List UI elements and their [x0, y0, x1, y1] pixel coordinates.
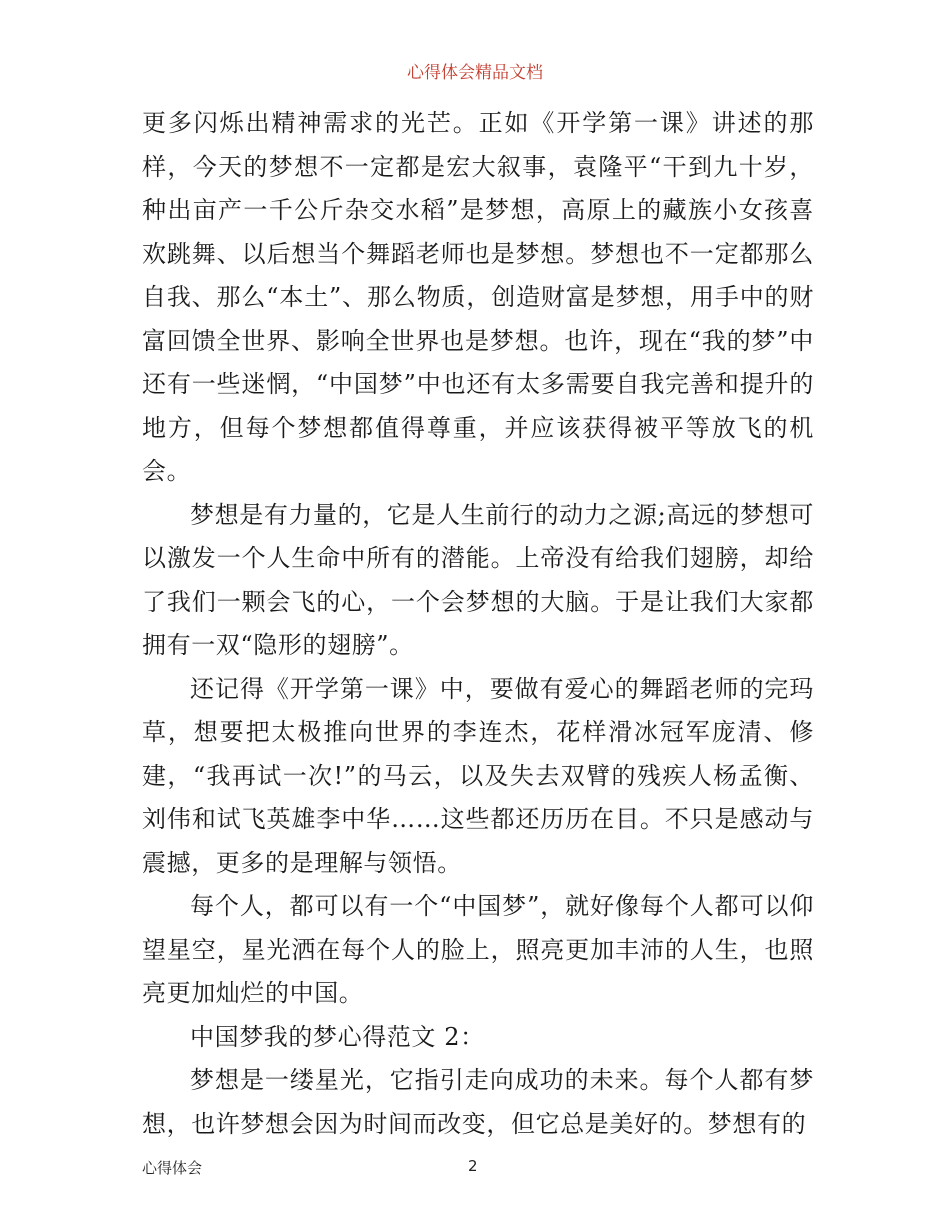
paragraph: 每个人，都可以有一个“中国梦”，就好像每个人都可以仰望星空，星光洒在每个人的脸上，照亮更加丰沛的人生，也照亮更加灿烂的中国。 [142, 892, 814, 1007]
paragraph: 梦想是有力量的，它是人生前行的动力之源;高远的梦想可以激发一个人生命中所有的潜能。上帝没有给我们翅膀，却给了我们一颗会飞的心，一个会梦想的大脑。于是让我们大家都拥有一双“隐形的翅膀”。 [142, 500, 814, 659]
page-footer-label: 心得体会 [142, 1159, 203, 1177]
paragraph: 还记得《开学第一课》中，要做有爱心的舞蹈老师的完玛草，想要把太极推向世界的李连杰，花样滑冰冠军庞清、修建，“我再试一次!”的马云，以及失去双臂的残疾人杨孟衡、刘伟和试飞英雄李中华……这些都还历历在目。不只是感动与震撼，更多的是理解与领悟。 [142, 674, 814, 877]
paragraph: 更多闪烁出精神需求的光芒。正如《开学第一课》讲述的那样，今天的梦想不一定都是宏大叙事，袁隆平“干到九十岁，种出亩产一千公斤杂交水稻”是梦想，高原上的藏族小女孩喜欢跳舞、以后想当个舞蹈老师也是梦想。梦想也不一定都那么自我、那么“本土”、那么物质，创造财富是梦想，用手中的财富回馈全世界、影响全世界也是梦想。也许，现在“我的梦”中还有一些迷惘，“中国梦”中也还有太多需要自我完善和提升的地方，但每个梦想都值得尊重，并应该获得被平等放飞的机会。 [142, 109, 814, 485]
paragraph: 梦想是一缕星光，它指引走向成功的未来。每个人都有梦想，也许梦想会因为时间而改变，但它总是美好的。梦想有的 [142, 1066, 814, 1138]
page-header-title: 心得体会精品文档 [407, 63, 543, 83]
section-heading: 中国梦我的梦心得范文 2： [190, 1022, 485, 1051]
document-body [142, 102, 814, 1146]
page-number: 2 [468, 1157, 478, 1175]
